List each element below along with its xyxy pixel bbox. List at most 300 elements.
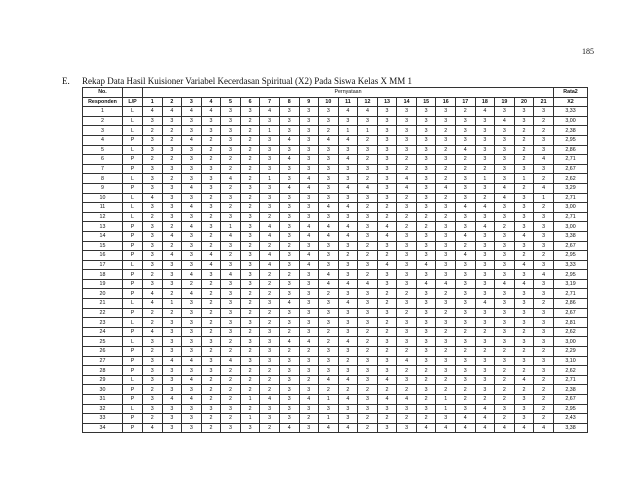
- cell-score: 3: [358, 366, 378, 376]
- cell-score: 4: [182, 270, 202, 280]
- header-item: 10: [319, 97, 339, 107]
- table-row: [83, 279, 588, 289]
- cell-score: 4: [143, 289, 163, 299]
- header-item: 21: [534, 97, 554, 107]
- cell-score: 3: [456, 356, 476, 366]
- header-item: 18: [475, 97, 495, 107]
- cell-score: 4: [397, 174, 417, 184]
- cell-score: 4: [436, 183, 456, 193]
- cell-score: 2: [201, 279, 221, 289]
- cell-score: 2: [475, 327, 495, 337]
- cell-score: 3: [299, 145, 319, 155]
- cell-score: 3: [201, 337, 221, 347]
- cell-score: 3: [456, 222, 476, 232]
- cell-score: 3: [456, 404, 476, 414]
- cell-score: 3: [143, 337, 163, 347]
- cell-score: 4: [319, 222, 339, 232]
- cell-score: 3: [240, 337, 260, 347]
- cell-score: 4: [319, 375, 339, 385]
- cell-gender: P: [123, 423, 143, 433]
- cell-score: 4: [299, 183, 319, 193]
- cell-score: 4: [279, 423, 299, 433]
- cell-score: 2: [456, 241, 476, 251]
- cell-score: 3: [338, 347, 358, 357]
- table-row: [83, 289, 588, 299]
- cell-score: 2: [143, 212, 163, 222]
- cell-respondent-no: 12: [83, 212, 123, 222]
- cell-score: 3: [436, 155, 456, 165]
- cell-score: 3: [182, 299, 202, 309]
- cell-score: 3: [475, 251, 495, 261]
- section-letter: E.: [62, 76, 70, 86]
- cell-score: 2: [240, 375, 260, 385]
- cell-score: 3: [260, 356, 280, 366]
- table-row: [83, 203, 588, 213]
- cell-score: 3: [436, 135, 456, 145]
- cell-score: 2: [377, 299, 397, 309]
- table-row: [83, 164, 588, 174]
- cell-score: 4: [279, 299, 299, 309]
- header-rata2: Rata2: [554, 88, 588, 98]
- cell-respondent-no: 22: [83, 308, 123, 318]
- cell-score: 4: [495, 423, 515, 433]
- cell-score: 4: [416, 279, 436, 289]
- cell-score: 3: [299, 308, 319, 318]
- cell-score: 3: [475, 308, 495, 318]
- cell-score: 2: [436, 126, 456, 136]
- cell-score: 3: [319, 145, 339, 155]
- cell-score: 2: [377, 318, 397, 328]
- cell-score: 3: [221, 289, 241, 299]
- cell-score: 3: [514, 193, 534, 203]
- cell-score: 2: [358, 414, 378, 424]
- cell-respondent-no: 3: [83, 126, 123, 136]
- cell-gender: L: [123, 145, 143, 155]
- cell-score: 3: [475, 270, 495, 280]
- cell-score: 2: [377, 327, 397, 337]
- cell-score: 3: [279, 414, 299, 424]
- cell-score: 3: [162, 116, 182, 126]
- cell-score: 3: [514, 107, 534, 117]
- cell-score: 3: [279, 222, 299, 232]
- cell-score: 4: [475, 423, 495, 433]
- cell-respondent-no: 27: [83, 356, 123, 366]
- cell-score: 3: [143, 260, 163, 270]
- cell-respondent-no: 6: [83, 155, 123, 165]
- cell-score: 3: [377, 174, 397, 184]
- header-item: 20: [514, 97, 534, 107]
- cell-score: 3: [397, 270, 417, 280]
- cell-score: 3: [182, 231, 202, 241]
- cell-score: 3: [495, 241, 515, 251]
- cell-score: 2: [514, 327, 534, 337]
- cell-score: 4: [221, 270, 241, 280]
- cell-score: 4: [475, 107, 495, 117]
- cell-score: 2: [397, 212, 417, 222]
- cell-score: 2: [143, 414, 163, 424]
- cell-respondent-no: 10: [83, 193, 123, 203]
- cell-score: 3: [495, 231, 515, 241]
- cell-score: 2: [397, 164, 417, 174]
- cell-score: 3: [201, 356, 221, 366]
- cell-score: 3: [456, 270, 476, 280]
- cell-score: 2: [436, 375, 456, 385]
- cell-score: 2: [279, 327, 299, 337]
- cell-respondent-no: 24: [83, 327, 123, 337]
- cell-score: 4: [319, 203, 339, 213]
- cell-score: 3: [143, 145, 163, 155]
- cell-score: 2: [436, 212, 456, 222]
- table-row: [83, 270, 588, 280]
- cell-score: 3: [143, 174, 163, 184]
- cell-score: 3: [416, 135, 436, 145]
- table-row: [83, 116, 588, 126]
- cell-score: 3: [260, 116, 280, 126]
- cell-score: 2: [221, 203, 241, 213]
- cell-score: 4: [299, 231, 319, 241]
- cell-score: 3: [143, 183, 163, 193]
- cell-score: 3: [338, 404, 358, 414]
- cell-score: 4: [514, 231, 534, 241]
- cell-score: 2: [143, 270, 163, 280]
- cell-score: 3: [162, 327, 182, 337]
- cell-respondent-no: 18: [83, 270, 123, 280]
- cell-score: 4: [475, 414, 495, 424]
- cell-score: 3: [221, 212, 241, 222]
- cell-score: 2: [162, 126, 182, 136]
- cell-score: 4: [397, 395, 417, 405]
- table-row: [83, 222, 588, 232]
- cell-score: 2: [358, 270, 378, 280]
- cell-score: 3: [436, 203, 456, 213]
- cell-score: 3: [162, 385, 182, 395]
- cell-score: 2: [397, 222, 417, 232]
- cell-score: 3: [416, 231, 436, 241]
- cell-average: 2,62: [554, 174, 588, 184]
- cell-score: 3: [279, 279, 299, 289]
- cell-score: 4: [456, 414, 476, 424]
- cell-score: 2: [201, 241, 221, 251]
- cell-score: 3: [416, 289, 436, 299]
- header-lp: L/P: [123, 97, 143, 107]
- cell-score: 2: [240, 203, 260, 213]
- cell-gender: P: [123, 289, 143, 299]
- cell-score: 3: [279, 308, 299, 318]
- cell-score: 2: [436, 193, 456, 203]
- cell-score: 4: [319, 135, 339, 145]
- cell-score: 2: [240, 135, 260, 145]
- cell-score: 2: [534, 404, 554, 414]
- cell-score: 3: [279, 356, 299, 366]
- cell-score: 3: [299, 135, 319, 145]
- cell-score: 3: [397, 299, 417, 309]
- cell-score: 2: [221, 347, 241, 357]
- cell-respondent-no: 20: [83, 289, 123, 299]
- cell-score: 2: [514, 155, 534, 165]
- cell-score: 2: [162, 308, 182, 318]
- header-item: 15: [416, 97, 436, 107]
- cell-score: 2: [495, 385, 515, 395]
- cell-score: 2: [416, 366, 436, 376]
- cell-score: 3: [240, 356, 260, 366]
- cell-score: 2: [201, 155, 221, 165]
- cell-score: 3: [319, 174, 339, 184]
- cell-score: 3: [436, 222, 456, 232]
- cell-score: 3: [182, 193, 202, 203]
- cell-score: 4: [279, 155, 299, 165]
- cell-score: 3: [377, 404, 397, 414]
- cell-score: 3: [534, 366, 554, 376]
- cell-score: 3: [534, 318, 554, 328]
- cell-score: 3: [456, 126, 476, 136]
- cell-score: 3: [299, 423, 319, 433]
- cell-score: 3: [495, 270, 515, 280]
- cell-score: 2: [358, 423, 378, 433]
- header-item: 2: [162, 97, 182, 107]
- cell-score: 4: [319, 279, 339, 289]
- cell-average: 2,86: [554, 145, 588, 155]
- cell-score: 3: [397, 327, 417, 337]
- cell-score: 2: [475, 395, 495, 405]
- cell-score: 4: [338, 107, 358, 117]
- cell-score: 3: [495, 164, 515, 174]
- cell-score: 3: [436, 231, 456, 241]
- cell-score: 3: [279, 318, 299, 328]
- cell-score: 2: [534, 385, 554, 395]
- cell-score: 4: [495, 279, 515, 289]
- cell-score: 3: [475, 116, 495, 126]
- table-row: [83, 404, 588, 414]
- cell-score: 3: [358, 289, 378, 299]
- cell-score: 3: [495, 299, 515, 309]
- cell-score: 3: [201, 222, 221, 232]
- cell-score: 3: [221, 423, 241, 433]
- cell-score: 3: [416, 203, 436, 213]
- cell-score: 3: [162, 337, 182, 347]
- cell-score: 2: [377, 203, 397, 213]
- cell-score: 3: [143, 116, 163, 126]
- cell-score: 3: [143, 279, 163, 289]
- cell-gender: L: [123, 318, 143, 328]
- cell-score: 3: [299, 318, 319, 328]
- cell-score: 3: [279, 203, 299, 213]
- cell-score: 3: [495, 107, 515, 117]
- cell-score: 3: [358, 231, 378, 241]
- cell-score: 3: [436, 366, 456, 376]
- cell-score: 2: [436, 289, 456, 299]
- cell-score: 3: [514, 337, 534, 347]
- cell-score: 3: [260, 347, 280, 357]
- cell-score: 3: [201, 126, 221, 136]
- cell-score: 1: [338, 126, 358, 136]
- cell-score: 3: [299, 126, 319, 136]
- cell-score: 3: [338, 212, 358, 222]
- cell-score: 2: [299, 347, 319, 357]
- cell-score: 3: [162, 423, 182, 433]
- cell-score: 3: [279, 212, 299, 222]
- cell-respondent-no: 13: [83, 222, 123, 232]
- cell-score: 4: [514, 375, 534, 385]
- cell-score: 3: [416, 183, 436, 193]
- table-row: [83, 308, 588, 318]
- cell-score: 3: [495, 337, 515, 347]
- table-body: [83, 107, 588, 433]
- cell-score: 3: [416, 241, 436, 251]
- cell-score: 3: [475, 260, 495, 270]
- cell-score: 1: [475, 174, 495, 184]
- cell-score: 3: [456, 375, 476, 385]
- cell-score: 2: [416, 414, 436, 424]
- cell-score: 3: [456, 308, 476, 318]
- cell-score: 4: [299, 222, 319, 232]
- cell-score: 3: [534, 308, 554, 318]
- cell-score: 4: [436, 279, 456, 289]
- cell-score: 4: [338, 155, 358, 165]
- cell-score: 3: [279, 193, 299, 203]
- cell-score: 3: [514, 222, 534, 232]
- cell-average: 3,33: [554, 260, 588, 270]
- cell-score: 2: [319, 385, 339, 395]
- cell-score: 3: [299, 356, 319, 366]
- cell-score: 3: [240, 423, 260, 433]
- cell-score: 4: [514, 423, 534, 433]
- cell-average: 3,00: [554, 337, 588, 347]
- cell-score: 2: [377, 289, 397, 299]
- cell-score: 2: [319, 289, 339, 299]
- cell-score: 3: [456, 116, 476, 126]
- cell-score: 3: [397, 107, 417, 117]
- cell-score: 3: [240, 279, 260, 289]
- cell-score: 4: [514, 260, 534, 270]
- cell-average: 2,86: [554, 299, 588, 309]
- cell-score: 3: [358, 308, 378, 318]
- cell-score: 3: [377, 155, 397, 165]
- cell-score: 4: [162, 356, 182, 366]
- cell-score: 2: [201, 385, 221, 395]
- header-no: No.: [83, 88, 123, 98]
- cell-score: 3: [514, 289, 534, 299]
- cell-score: 2: [240, 126, 260, 136]
- cell-score: 4: [377, 231, 397, 241]
- cell-score: 3: [358, 404, 378, 414]
- cell-score: 3: [377, 279, 397, 289]
- cell-score: 3: [495, 318, 515, 328]
- cell-score: 3: [221, 135, 241, 145]
- cell-score: 3: [162, 366, 182, 376]
- cell-score: 4: [338, 337, 358, 347]
- cell-score: 3: [182, 423, 202, 433]
- cell-score: 3: [377, 337, 397, 347]
- cell-gender: P: [123, 183, 143, 193]
- cell-score: 3: [495, 212, 515, 222]
- cell-score: 4: [299, 251, 319, 261]
- cell-score: 3: [397, 241, 417, 251]
- cell-gender: P: [123, 366, 143, 376]
- cell-respondent-no: 15: [83, 241, 123, 251]
- cell-score: 3: [534, 135, 554, 145]
- cell-score: 1: [436, 395, 456, 405]
- cell-score: 3: [495, 404, 515, 414]
- cell-score: 2: [456, 395, 476, 405]
- table-row: [83, 193, 588, 203]
- cell-score: 1: [514, 174, 534, 184]
- cell-score: 3: [279, 251, 299, 261]
- cell-score: 3: [495, 308, 515, 318]
- cell-score: 3: [358, 222, 378, 232]
- cell-score: 4: [143, 193, 163, 203]
- cell-score: 2: [436, 327, 456, 337]
- cell-score: 2: [534, 203, 554, 213]
- cell-score: 3: [436, 107, 456, 117]
- cell-score: 3: [162, 279, 182, 289]
- cell-score: 2: [260, 375, 280, 385]
- cell-score: 2: [221, 366, 241, 376]
- cell-score: 3: [338, 270, 358, 280]
- cell-score: 3: [456, 337, 476, 347]
- cell-score: 3: [260, 183, 280, 193]
- cell-score: 2: [240, 164, 260, 174]
- cell-score: 3: [358, 395, 378, 405]
- cell-score: 3: [514, 212, 534, 222]
- cell-score: 2: [534, 347, 554, 357]
- cell-score: 4: [338, 423, 358, 433]
- cell-score: 3: [397, 231, 417, 241]
- cell-score: 3: [495, 155, 515, 165]
- cell-score: 3: [397, 203, 417, 213]
- cell-score: 3: [260, 203, 280, 213]
- cell-score: 3: [495, 289, 515, 299]
- cell-score: 3: [338, 260, 358, 270]
- cell-score: 3: [319, 308, 339, 318]
- cell-score: 3: [416, 145, 436, 155]
- cell-score: 4: [221, 356, 241, 366]
- cell-score: 3: [475, 212, 495, 222]
- header-item: 7: [260, 97, 280, 107]
- cell-score: 1: [260, 126, 280, 136]
- cell-gender: P: [123, 327, 143, 337]
- cell-score: 2: [358, 347, 378, 357]
- cell-score: 4: [162, 107, 182, 117]
- cell-score: 4: [338, 203, 358, 213]
- cell-score: 3: [397, 318, 417, 328]
- cell-score: 3: [260, 164, 280, 174]
- cell-score: 3: [475, 279, 495, 289]
- cell-score: 2: [436, 145, 456, 155]
- cell-score: 3: [143, 375, 163, 385]
- cell-score: 3: [456, 366, 476, 376]
- cell-score: 3: [279, 164, 299, 174]
- cell-score: 2: [260, 270, 280, 280]
- cell-score: 1: [436, 404, 456, 414]
- table-row: [83, 375, 588, 385]
- cell-score: 2: [260, 241, 280, 251]
- cell-score: 4: [319, 270, 339, 280]
- cell-average: 2,29: [554, 347, 588, 357]
- cell-score: 3: [221, 241, 241, 251]
- table-row: [83, 241, 588, 251]
- cell-score: 3: [182, 164, 202, 174]
- cell-score: 2: [436, 347, 456, 357]
- cell-score: 3: [299, 270, 319, 280]
- cell-score: 4: [182, 135, 202, 145]
- cell-score: 3: [514, 164, 534, 174]
- table-row: [83, 395, 588, 405]
- cell-score: 4: [416, 423, 436, 433]
- cell-score: 3: [162, 404, 182, 414]
- cell-score: 3: [143, 203, 163, 213]
- cell-score: 3: [182, 414, 202, 424]
- cell-score: 3: [514, 414, 534, 424]
